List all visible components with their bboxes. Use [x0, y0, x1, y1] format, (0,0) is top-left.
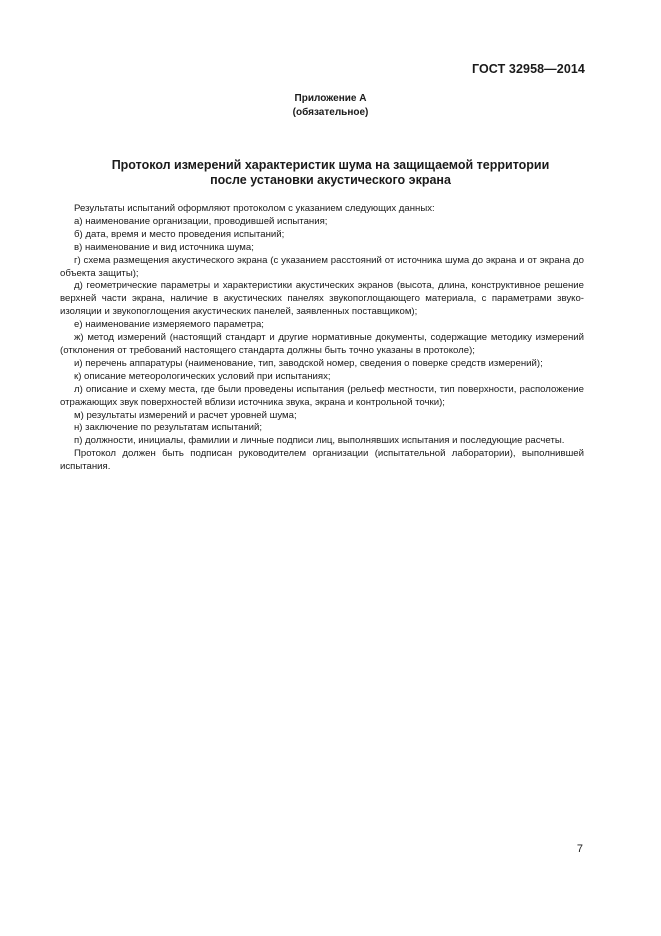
list-item-m: м) результаты измерений и расчет уровней шума;	[74, 409, 297, 421]
standard-code: ГОСТ 32958—2014	[471, 62, 585, 76]
annex-heading	[0, 92, 661, 120]
closing-paragraph: Протокол должен быть подписан руководителем организации (испытательной лаборатории), выполнившей испытания.	[60, 448, 584, 473]
annex-title: Приложение А	[294, 93, 367, 104]
document-title-line-1: Протокол измерений характеристик шума на защищаемой территории	[111, 158, 550, 172]
list-item-zh: ж) метод измерений (настоящий стандарт и другие нормативные документы, содержащие методику измерений (отклонения от требований настоящего стандарта должны быть точно указаны в протоколе);	[60, 332, 584, 356]
document-body	[60, 203, 584, 474]
intro-paragraph: Результаты испытаний оформляют протоколом с указанием следующих данных:	[74, 203, 435, 214]
list-item-k: к) описание метеорологических условий при испытаниях;	[74, 370, 331, 382]
list-item-i: и) перечень аппаратуры (наименование, тип, заводской номер, сведения о поверке средств измерений);	[74, 357, 543, 369]
list-item-a: а) наименование организации, проводившей испытания;	[74, 215, 328, 227]
page-number: 7	[576, 843, 583, 855]
list-item-g: г) схема размещения акустического экрана (с указанием расстояний от источника шума до экрана и от экрана до объекта защиты);	[60, 254, 584, 279]
list-item-d: д) геометрические параметры и характеристики акустических экранов (высота, длина, конструктивное решение верхней части экрана, наличие в акустических панелях звукопоглощающего материала, с параметрами звукоизоляции и звукопоглощения акустических панелей, заявленных поставщиком);	[60, 280, 584, 318]
list-item-b: б) дата, время и место проведения испытаний;	[74, 228, 285, 240]
annex-status: (обязательное)	[292, 107, 369, 118]
list-item-n: н) заключение по результатам испытаний;	[74, 422, 262, 434]
document-title	[0, 158, 661, 188]
list-item-p: п) должности, инициалы, фамилии и личные подписи лиц, выполнявших испытания и последующие расчеты.	[74, 435, 565, 447]
list-item-e: е) наименование измеряемого параметра;	[74, 319, 264, 331]
list-item-v: в) наименование и вид источника шума;	[74, 241, 254, 253]
document-title-line-2: после установки акустического экрана	[210, 173, 451, 187]
list-item-l: л) описание и схему места, где были проведены испытания (рельеф местности, тип поверхности, расположение отражающих звук поверхностей вблизи источника звука, экрана и контрольной точки);	[60, 383, 584, 408]
